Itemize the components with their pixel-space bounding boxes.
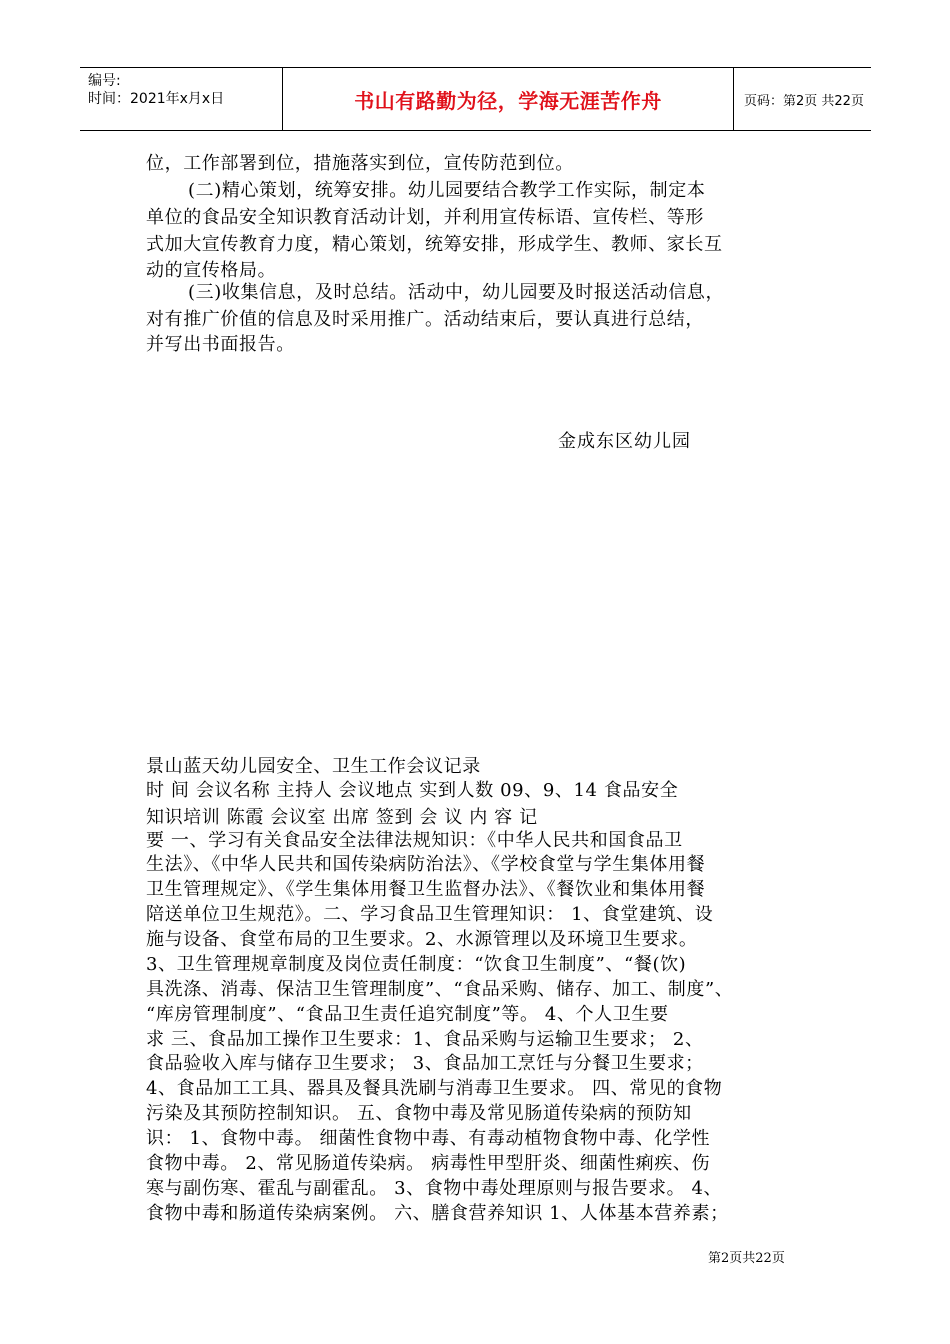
paragraph-line: 要 一、学习有关食品安全法律法规知识：《中华人民共和国食品卫: [146, 830, 683, 851]
paragraph-line: “库房管理制度”、“食品卫生责任追究制度”等。 4、个人卫生要: [146, 1004, 669, 1025]
paragraph-line: (三)收集信息，及时总结。活动中，幼儿园要及时报送活动信息，: [188, 282, 725, 303]
page-footer: 第2页共22页: [708, 1251, 785, 1266]
paragraph-line: 并写出书面报告。: [146, 334, 295, 355]
paragraph-line: 施与设备、食堂布局的卫生要求。2、水源管理以及环境卫生要求。: [146, 929, 698, 950]
paragraph-line: 陪送单位卫生规范》。二、学习食品卫生管理知识： 1、食堂建筑、设: [146, 904, 714, 925]
header-page-cell: [734, 68, 871, 130]
document-number-label: 编号:: [88, 73, 121, 89]
document-header: [80, 67, 871, 131]
header-page-info: 页码：第2页 共22页: [744, 93, 864, 109]
header-meta-cell: [80, 68, 282, 130]
signature-organization: 金成东区幼儿园: [558, 431, 691, 452]
paragraph-line: 求 三、食品加工操作卫生要求：1、食品采购与运输卫生要求； 2、: [146, 1029, 704, 1050]
paragraph-line: 食物中毒和肠道传染病案例。 六、膳食营养知识 1、人体基本营养素；: [146, 1203, 729, 1224]
paragraph-line: 知识培训 陈霞 会议室 出席 签到 会 议 内 容 记: [146, 807, 538, 828]
paragraph-line: 污染及其预防控制知识。 五、食物中毒及常见肠道传染病的预防知: [146, 1103, 692, 1124]
document-time-label: 时间：2021年x月x日: [88, 91, 225, 107]
paragraph-line: 动的宣传格局。: [146, 260, 277, 281]
paragraph-line: 时 间 会议名称 主持人 会议地点 实到人数 09、9、14 食品安全: [146, 780, 679, 801]
paragraph-line: 寒与副伤寒、霍乱与副霍乱。 3、食物中毒处理原则与报告要求。 4、: [146, 1178, 723, 1199]
paragraph-line: 3、卫生管理规章制度及岗位责任制度：“饮食卫生制度”、“餐(饮): [146, 954, 687, 975]
paragraph-line: 食品验收入库与储存卫生要求； 3、食品加工烹饪与分餐卫生要求；: [146, 1053, 704, 1074]
paragraph-line: 具洗涤、消毒、保洁卫生管理制度”、“食品采购、储存、加工、制度”、: [146, 979, 734, 1000]
paragraph-line: 识： 1、食物中毒。 细菌性食物中毒、有毒动植物食物中毒、化学性: [146, 1128, 711, 1149]
header-motto-cell: [282, 68, 734, 130]
section-title: 景山蓝天幼儿园安全、卫生工作会议记录: [146, 756, 481, 777]
paragraph-line: 食物中毒。 2、常见肠道传染病。 病毒性甲型肝炎、细菌性痢疾、伤: [146, 1153, 711, 1174]
paragraph-line: 4、食品加工工具、器具及餐具洗刷与消毒卫生要求。 四、常见的食物: [146, 1078, 723, 1099]
paragraph-line: 单位的食品安全知识教育活动计划，并利用宣传标语、宣传栏、等形: [146, 207, 704, 228]
paragraph-line: (二)精心策划，统筹安排。幼儿园要结合教学工作实际，制定本: [188, 180, 706, 201]
paragraph-line: 式加大宣传教育力度，精心策划，统筹安排，形成学生、教师、家长互: [146, 234, 723, 255]
header-motto: 书山有路勤为径，学海无涯苦作舟: [354, 88, 662, 113]
paragraph-line: 位，工作部署到位，措施落实到位，宣传防范到位。: [146, 153, 574, 174]
paragraph-line: 卫生管理规定》、《学生集体用餐卫生监督办法》、《餐饮业和集体用餐: [146, 879, 706, 900]
paragraph-line: 对有推广价值的信息及时采用推广。活动结束后，要认真进行总结，: [146, 309, 704, 330]
paragraph-line: 生法》、《中华人民共和国传染病防治法》、《学校食堂与学生集体用餐: [146, 854, 706, 875]
